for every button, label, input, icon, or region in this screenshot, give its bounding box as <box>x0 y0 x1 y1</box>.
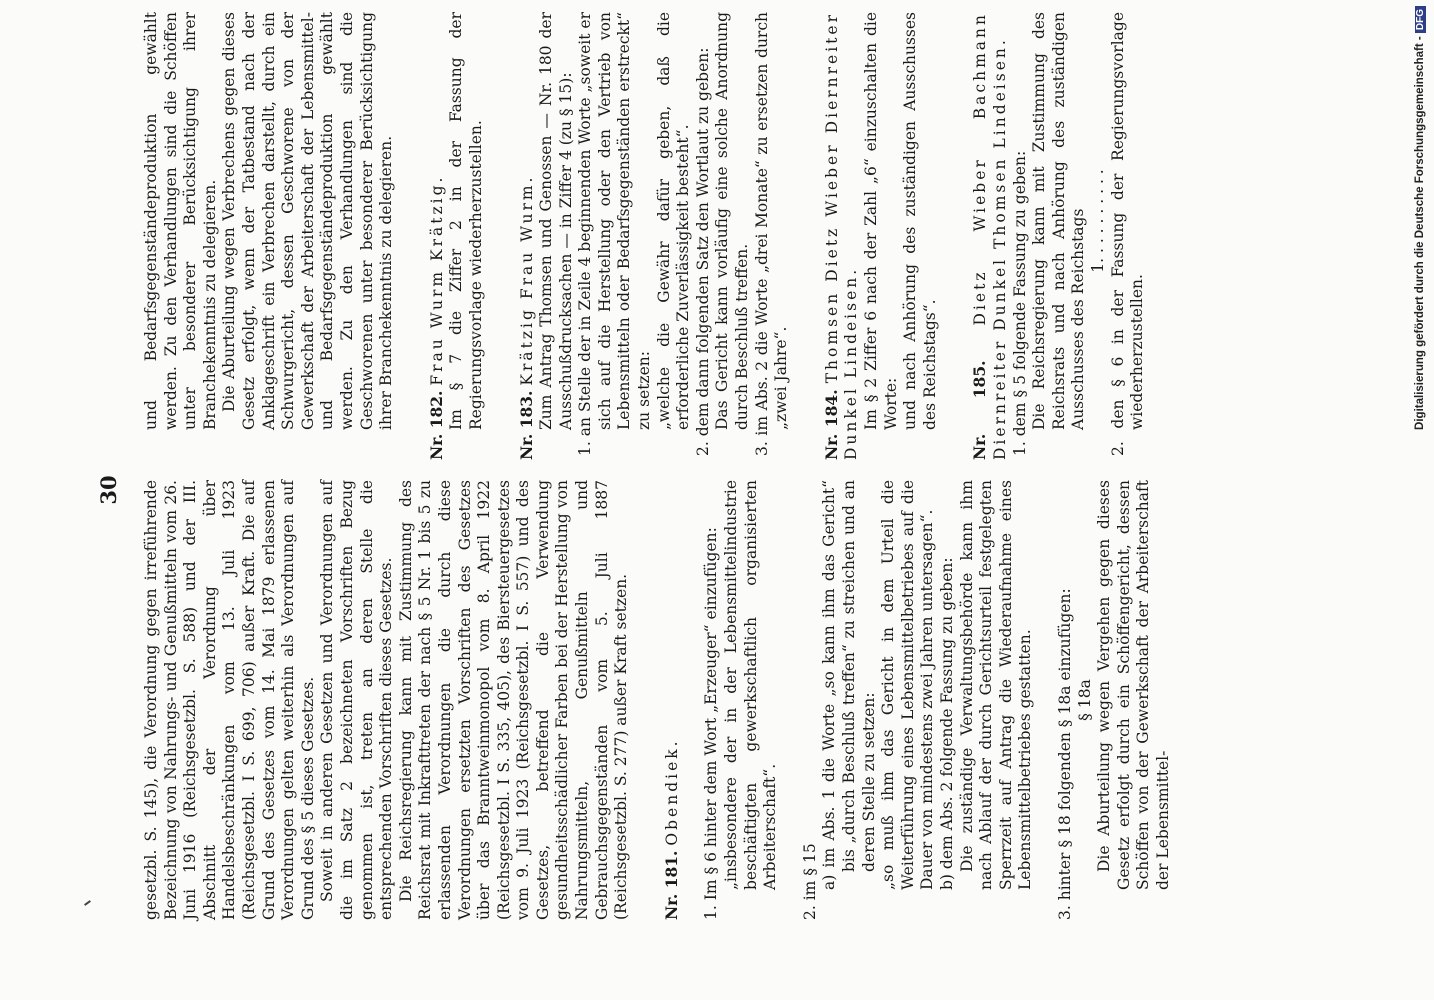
motion-181-item-3: 3. hinter § 18 folgenden § 18a einzufügen: <box>1055 588 1074 920</box>
motion-number: Nr. 185. <box>970 360 990 460</box>
motion-sponsors: Frau Wurm Krätzig. <box>427 174 446 386</box>
motion-181-item-1: 1. Im § 6 hinter dem Wort „Erzeuger“ einzufügen: <box>702 527 721 920</box>
motion-184-quote: und nach Anhörung des zuständigen Ausschusses des Reichstags“. <box>901 12 939 430</box>
motion-sponsors: Dietz Wieber Bachmann Diernreiter Dunkel Thomsen Lindeisen. <box>971 12 1009 460</box>
motion-183-item-3: 3. im Abs. 2 die Worte „drei Monate“ zu ersetzen durch „zwei Jahre“. <box>752 12 791 456</box>
left-column <box>142 480 1174 920</box>
motion-181-item-2: 2. im § 15 <box>800 843 819 920</box>
motion-181-item-2b: b) dem Abs. 2 folgende Fassung zu geben: <box>937 557 956 890</box>
motion-185-item-2: 2. den § 6 in der Fassung der Regierungsvorlage wiederherzustellen. <box>1108 12 1147 456</box>
motion-185-header <box>970 12 1010 460</box>
motion-sponsors: Krätzig Frau Wurm. <box>517 174 536 386</box>
motion-183-item-1-quote: „welche die Gewähr dafür geben, daß die erforderliche Zuverlässigkeit besteht“. <box>654 12 693 430</box>
page-number: 30 <box>96 475 121 505</box>
motion-182-header <box>427 12 448 460</box>
motion-181-item-3-quote: Die Aburteilung wegen Vergehen gegen dieses Gesetz erfolgt durch ein Schöffengericht, dessen Schöffen von der Gewerkschaft der Arbeiterschaft der Lebensmittel- <box>1095 480 1172 890</box>
motion-number: Nr. 182. <box>426 390 446 460</box>
motion-number: Nr. 183. <box>516 390 536 460</box>
motion-185-item-1-ellipsis: 1. . . . . . . . . . <box>1088 169 1107 273</box>
right-column <box>142 12 1148 460</box>
motion-181-item-2b-quote: Die zuständige Verwaltungsbehörde kann ihm nach Ablauf der durch Gerichtsurteil festgelegten Sperrzeit auf Antrag die Wiederaufnahme eines Lebensmittelbetriebes gestatten. <box>957 480 1035 890</box>
motion-184-text: Im § 2 Ziffer 6 nach der Zahl „6“ einzuschalten die Worte: <box>862 12 900 430</box>
paragraph-references: Soweit in anderen Gesetzen und Verordnungen auf die im Satz 2 bezeichneten Vorschriften Bezug genommen ist, treten an deren Stelle die entsprechenden Vorschriften dieses Gesetzes. <box>318 480 396 920</box>
motion-185-item-1: 1. dem § 5 folgende Fassung zu geben: <box>1010 150 1029 456</box>
paragraph-law-repeal: gesetzbl. S. 145), die Verordnung gegen irreführende Bezeichnung von Nahrungs- und Genußmitteln vom 26. Juni 1916 (Reichsgesetzbl. S. 588) und der III. Abschnitt der Verordnung über Handelsbeschränkungen vom 13. Juli 1923 (Reichsgesetzbl. I S. 699, 706) außer Kraft. Die auf Grund des Gesetzes vom 14. Mai 1879 erlassenen Verordnungen gelten weiterhin als Verordnungen auf Grund des § 5 dieses Gesetzes. <box>142 480 317 920</box>
section-18a-heading: § 18a <box>1075 679 1094 721</box>
paragraph-verbrechen: Die Aburteilung wegen Verbrechens gegen dieses Gesetz erfolgt, wenn der Tatbestand nach der Anklageschrift ein Verbrechen darstellt, durch ein Schwurgericht, dessen Geschworene von der Gewerkschaft der Arbeiterschaft der Lebensmittel- und Bedarfsgegenständeproduktion gewählt werden. Zu den Verhandlungen sind die Geschworenen unter besonderer Berücksichtigung ihrer Branchekenntnis zu delegieren. <box>220 12 396 430</box>
motion-sponsors: Thomsen Dietz Wieber Diernreiter Dunkel Lindeisen. <box>822 12 861 460</box>
rotated-document-page <box>70 0 1370 990</box>
motion-number: Nr. 181. <box>661 850 681 920</box>
paragraph-reichsregierung: Die Reichsregierung kann mit Zustimmung des Reichsrat mit Inkrafttreten der nach § 5 Nr. 1 bis 5 zu erlassenden Verordnungen die durch diese Verordnungen ersetzten Vorschriften des Gesetzes über das Branntweinmonopol vom 8. April 1922 (Reichsgesetzbl. I S. 335, 405), des Biersteuergesetzes vom 9. Juli 1923 (Reichsgesetzbl. I S. 557) und des Gesetzes, betreffend die Verwendung gesundheitsschädlicher Farben bei der Herstellung von Nahrungsmitteln, Genußmitteln und Gebrauchsgegenständen vom 5. Juli 1887 (Reichsgesetzbl. S. 277) außer Kraft setzen. <box>396 480 631 920</box>
funding-notice <box>1414 6 1426 986</box>
motion-182-text: Im § 7 die Ziffer 2 in der Fassung der Regierungsvorlage wiederherzustellen. <box>447 12 485 430</box>
digitization-footer <box>1408 6 1430 994</box>
motion-183-intro: Zum Antrag Thomsen und Genossen — Nr. 180 der Ausschußdrucksachen — in Ziffer 4 (zu § 15): <box>537 12 575 430</box>
motion-183-item-2: 2. dem dann folgenden Satz den Wortlaut zu geben: <box>693 47 712 456</box>
dfg-logo: DFG <box>1415 6 1426 33</box>
motion-181-item-2a-quote: „so muß ihm das Gericht in dem Urteil die Weiterführung eines Lebensmittelbetriebes auf die Dauer von mindestens zwei Jahren untersagen“. <box>879 480 937 890</box>
motion-number: Nr. 184. <box>821 389 841 460</box>
motion-181-item-2a: a) im Abs. 1 die Worte „so kann ihm das Gericht“ bis „durch Beschluß treffen“ zu streichen und an deren Stelle zu setzen: <box>820 480 878 890</box>
motion-183-item-1: 1. an Stelle der in Zeile 4 beginnenden Worte „soweit er sich auf die Herstellung oder den Vertrieb von Lebensmitteln oder Bedarfsgegenständen erstreckt“ zu setzen: <box>576 12 654 456</box>
motion-183-item-2-quote: Das Gericht kann vorläufig eine solche Anordnung durch Beschluß treffen. <box>713 12 752 430</box>
motion-181-header <box>662 480 683 920</box>
motion-185-item-1-quote: Die Reichsregierung kann mit Zustimmung des Reichsrats und nach Anhörung des zuständigen Ausschusses des Reichstags <box>1030 12 1088 430</box>
funding-text: Digitalisierung gefördert durch die Deutsche Forschungsgemeinschaft - <box>1414 36 1426 430</box>
motion-sponsors: Obendiek. <box>662 738 681 846</box>
paragraph-continued: und Bedarfsgegenständeproduktion gewählt werden. Zu den Verhandlungen sind die Schöffen unter besonderer Berücksichtigung ihrer Branchekenntnis zu delegieren. <box>142 12 219 430</box>
motion-183-header <box>517 12 538 460</box>
motion-181-item-1-quote: „insbesondere der in der Lebensmittelindustrie beschäftigten gewerkschaftlich organisierten Arbeiterschaft“. <box>722 480 780 890</box>
motion-184-header <box>822 12 862 460</box>
